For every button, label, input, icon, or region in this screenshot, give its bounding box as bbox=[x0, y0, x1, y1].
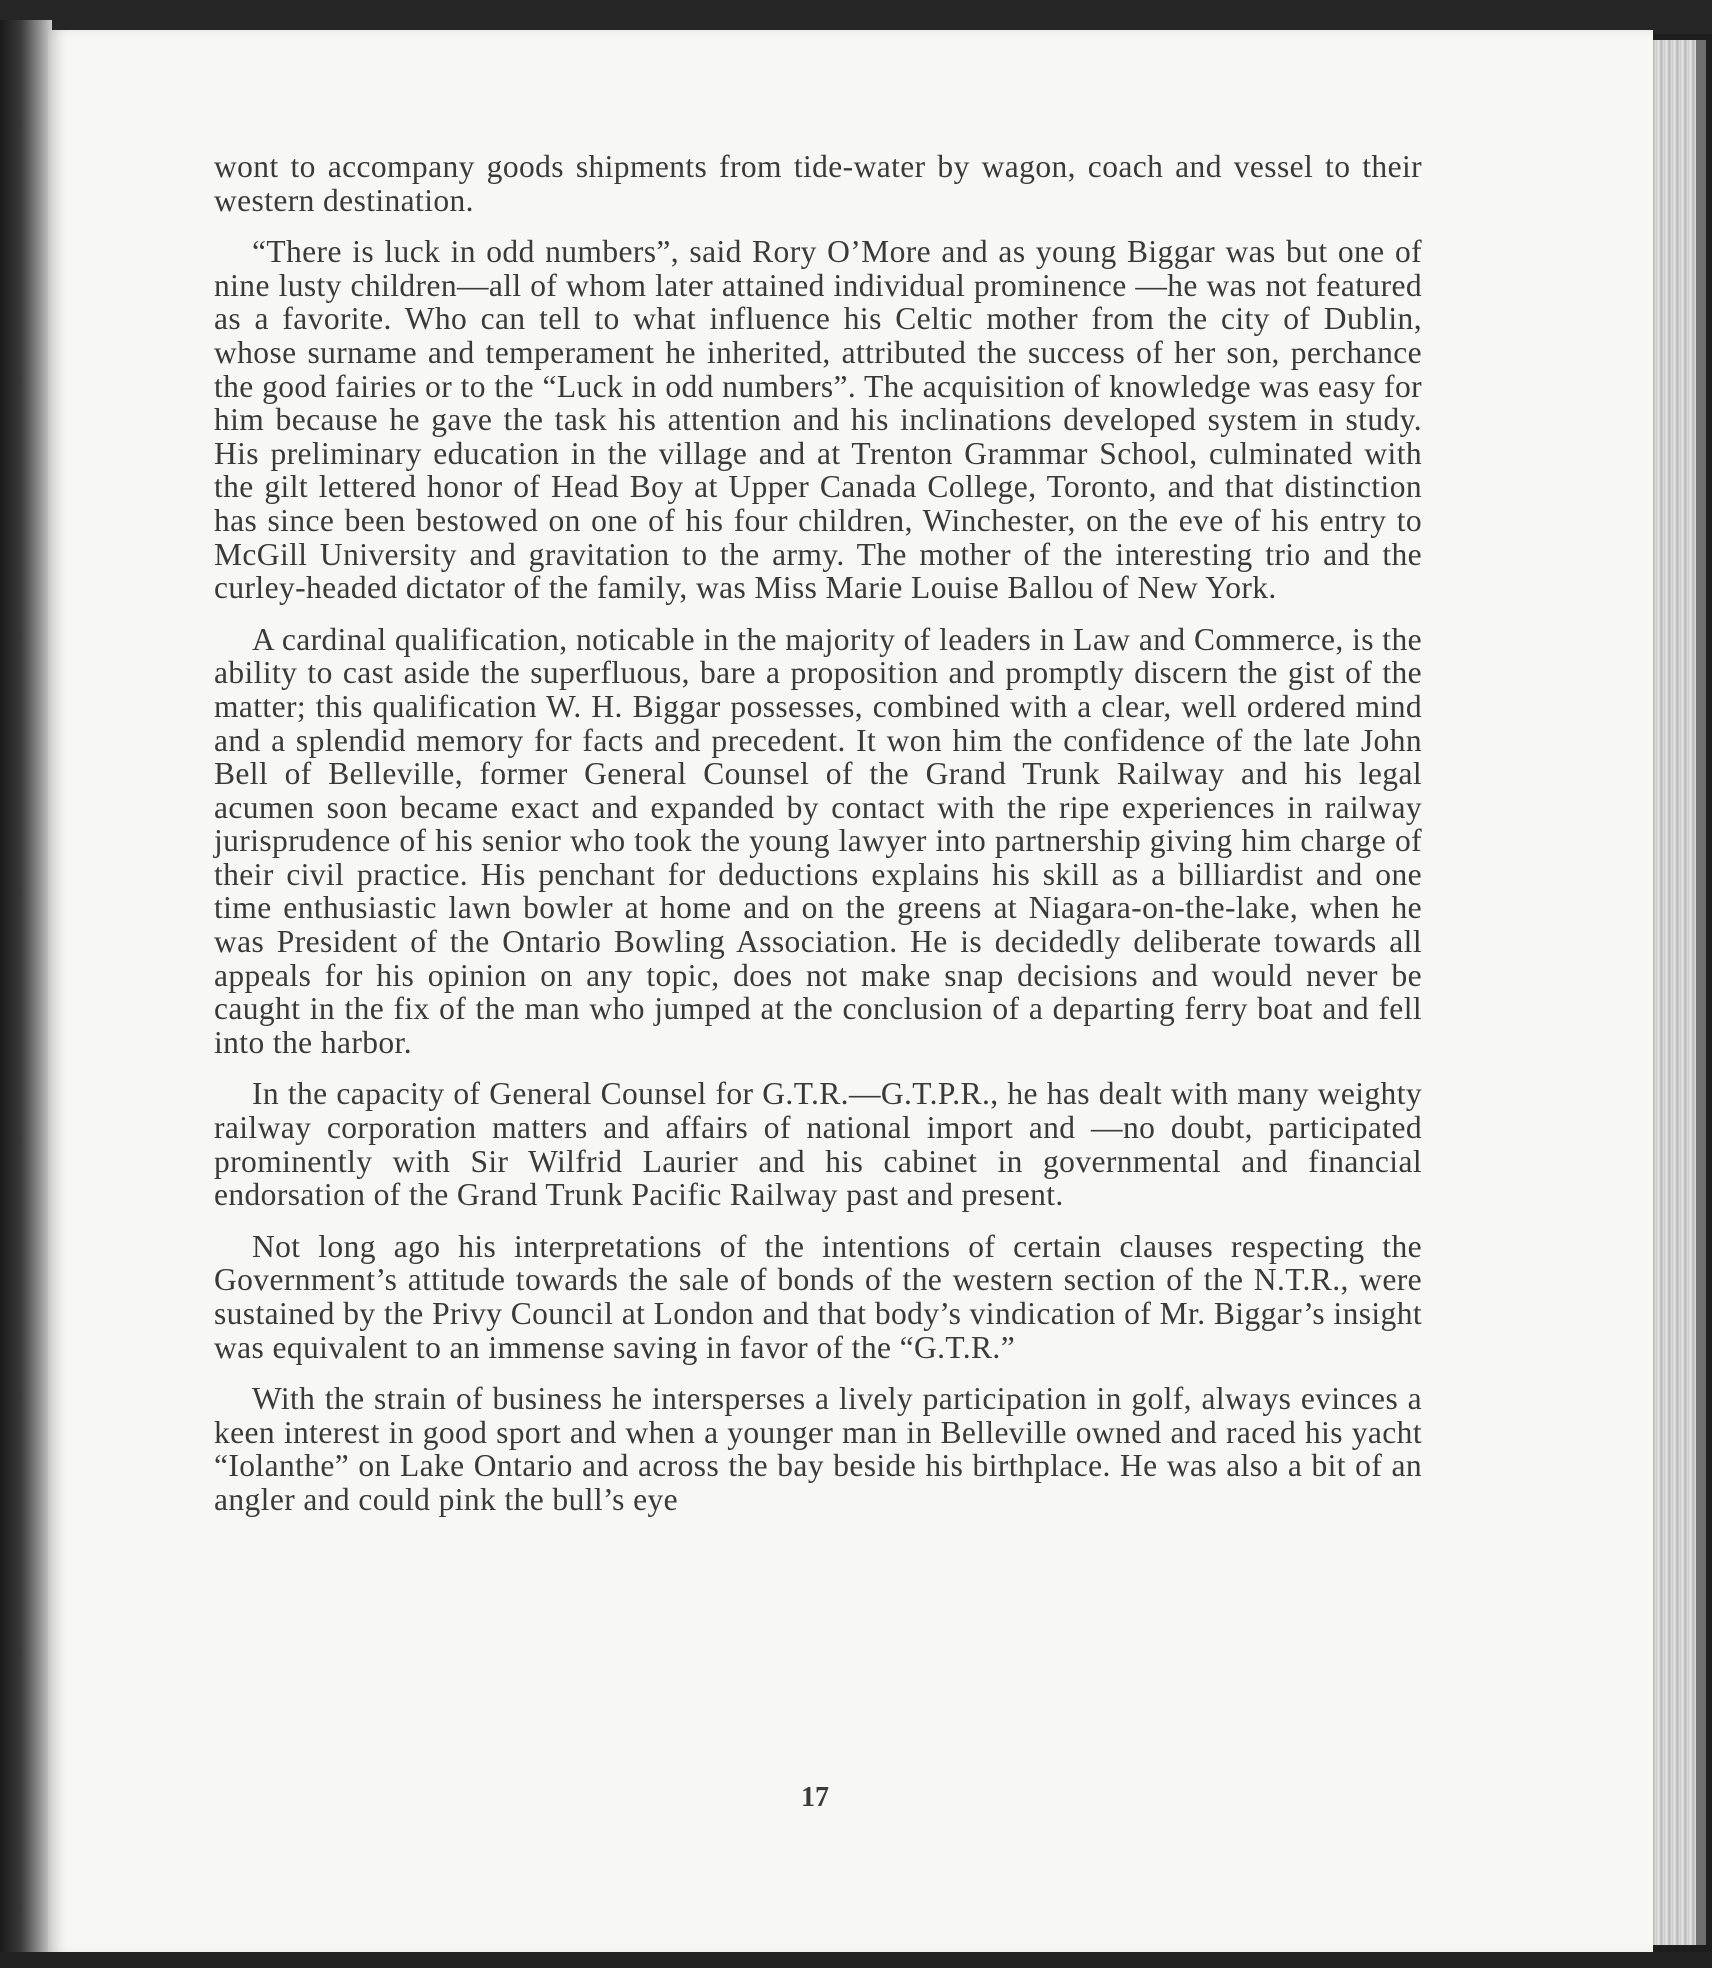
scan-bottom-edge bbox=[0, 1952, 1712, 1968]
page-edges bbox=[1648, 40, 1706, 1945]
book-spine-shadow bbox=[0, 20, 52, 1968]
paragraph-5: Not long ago his interpretations of the intentions of certain clauses respecting the Government’s attitude towards the sale of bonds of the western section of the N.T.R., were sustained by the Privy Council at London and that body’s vindication of Mr. Biggar’s insight was equivalent to an immense saving in favor of the “G.T.R.” bbox=[214, 1228, 1422, 1365]
paragraph-2: “There is luck in odd numbers”, said Rory O’More and as young Biggar was but one of nine lusty children—all of whom later attained individual prominence —he was not featured as a favorite. Who can tell to what influence his Celtic mother from the city of Dublin, whose surname and temperament he inherited, attributed the success of her son, perchance the good fairies or to the “Luck in odd numbers”. The acquisition of knowledge was easy for him because he gave the task his attention and his inclinations developed system in study. His preliminary education in the village and at Trenton Grammar School, culminated with the gilt lettered honor of Head Boy at Upper Canada College, Toronto, and that distinction has since been bestowed on one of his four children, Winchester, on the eve of his entry to McGill University and gravitation to the army. The mother of the interesting trio and the curley-headed dictator of the family, was Miss Marie Louise Ballou of New York. bbox=[214, 234, 1422, 606]
body-text bbox=[214, 150, 1422, 1517]
page-number: 17 bbox=[801, 1782, 829, 1813]
scan-top-edge bbox=[0, 0, 1712, 34]
paragraph-4: In the capacity of General Counsel for G.T.R.—G.T.P.R., he has dealt with many weighty railway corporation matters and affairs of national import and —no doubt, participated prominently with Sir Wilfrid Laurier and his cabinet in governmental and financial endorsation of the Grand Trunk Pacific Railway past and present. bbox=[214, 1076, 1422, 1213]
paragraph-1: wont to accompany goods shipments from tide-water by wagon, coach and vessel to their western destination. bbox=[214, 149, 1422, 218]
paragraph-3: A cardinal qualification, noticable in the majority of leaders in Law and Commerce, is the ability to cast aside the superfluous, bare a proposition and promptly discern the gist of the matter; this qualification W. H. Biggar possesses, combined with a clear, well ordered mind and a splendid memory for facts and precedent. It won him the confidence of the late John Bell of Belleville, former General Counsel of the Grand Trunk Railway and his legal acumen soon became exact and expanded by contact with the ripe experiences in railway jurisprudence of his senior who took the young lawyer into partnership giving him charge of their civil practice. His penchant for deductions explains his skill as a billiardist and one time enthusiastic lawn bowler at home and on the greens at Niagara-on-the-lake, when he was President of the Ontario Bowling Association. He is decidedly deliberate towards all appeals for his opinion on any topic, does not make snap decisions and would never be caught in the fix of the man who jumped at the conclusion of a departing ferry boat and fell into the harbor. bbox=[214, 621, 1422, 1060]
paragraph-6: With the strain of business he intersperses a lively participation in golf, always evinces a keen interest in good sport and when a younger man in Belleville owned and raced his yacht “Iolanthe” on Lake Ontario and across the bay beside his birthplace. He was also a bit of an angler and could pink the bull’s eye bbox=[214, 1381, 1422, 1517]
